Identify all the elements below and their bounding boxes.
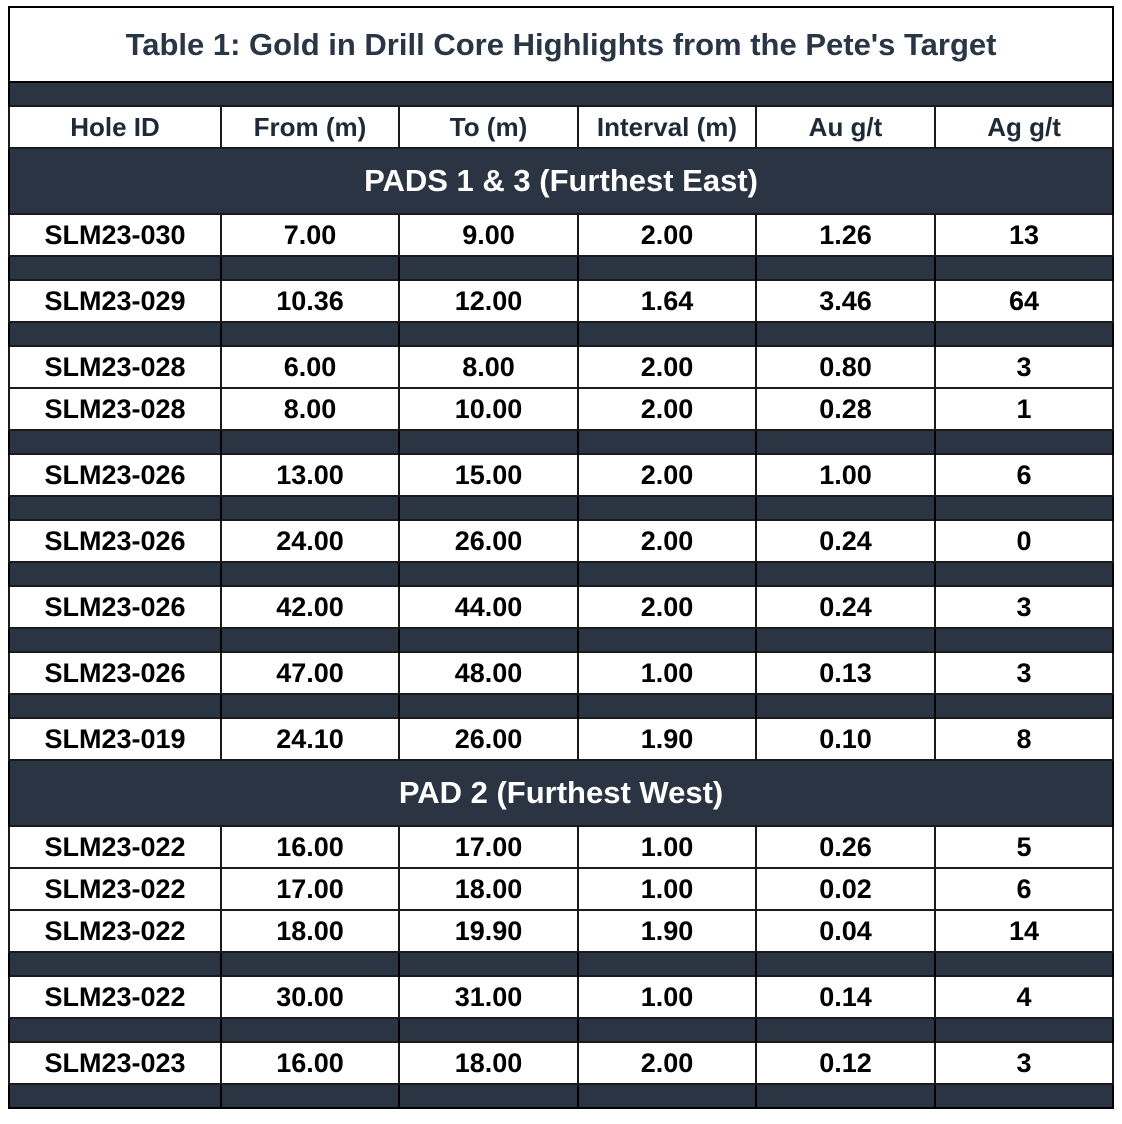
column-header-interval: Interval (m)	[578, 106, 756, 148]
table-cell: 17.00	[221, 868, 399, 910]
table-title-row	[9, 7, 1113, 82]
table-cell: SLM23-022	[9, 826, 221, 868]
table-cell: 7.00	[221, 214, 399, 256]
separator-band	[9, 1084, 1113, 1108]
table-cell: 2.00	[578, 388, 756, 430]
table-cell: 3	[935, 346, 1113, 388]
table-cell: 1.90	[578, 718, 756, 760]
separator-band	[9, 628, 1113, 652]
table-cell: 2.00	[578, 520, 756, 562]
table-row	[9, 1042, 1113, 1084]
section-title: PADS 1 & 3 (Furthest East)	[9, 148, 1113, 214]
table-cell: 1.00	[578, 826, 756, 868]
separator-band	[9, 562, 1113, 586]
table-cell: 3	[935, 586, 1113, 628]
table-cell: 1.90	[578, 910, 756, 952]
table-row	[9, 388, 1113, 430]
table-cell: 6	[935, 868, 1113, 910]
table-cell: SLM23-026	[9, 520, 221, 562]
table-cell: SLM23-026	[9, 586, 221, 628]
column-header-ag: Ag g/t	[935, 106, 1113, 148]
table-cell: 10.36	[221, 280, 399, 322]
table-cell: SLM23-022	[9, 976, 221, 1018]
table-cell: SLM23-022	[9, 868, 221, 910]
table-cell: 42.00	[221, 586, 399, 628]
table-cell: 13.00	[221, 454, 399, 496]
table-cell: 26.00	[399, 520, 578, 562]
table-cell: 0.14	[756, 976, 935, 1018]
table-cell: 64	[935, 280, 1113, 322]
table-row	[9, 520, 1113, 562]
column-header-from: From (m)	[221, 106, 399, 148]
separator-band	[9, 694, 1113, 718]
table-cell: 0.04	[756, 910, 935, 952]
table-cell: 16.00	[221, 1042, 399, 1084]
table-cell: 19.90	[399, 910, 578, 952]
table-cell: 1.00	[578, 976, 756, 1018]
table-cell: 8.00	[221, 388, 399, 430]
column-header-hole-id: Hole ID	[9, 106, 221, 148]
table-cell: SLM23-026	[9, 454, 221, 496]
table-row	[9, 214, 1113, 256]
separator-band	[9, 82, 1113, 106]
table-title: Table 1: Gold in Drill Core Highlights from the Pete's Target	[9, 7, 1113, 82]
table-cell: 0.26	[756, 826, 935, 868]
table-row	[9, 868, 1113, 910]
table-row	[9, 826, 1113, 868]
separator-band	[9, 322, 1113, 346]
separator-band	[9, 430, 1113, 454]
column-header-to: To (m)	[399, 106, 578, 148]
table-cell: 0.12	[756, 1042, 935, 1084]
table-cell: 0.80	[756, 346, 935, 388]
table-cell: 17.00	[399, 826, 578, 868]
column-header-au: Au g/t	[756, 106, 935, 148]
table-cell: 48.00	[399, 652, 578, 694]
table-cell: 24.00	[221, 520, 399, 562]
table-cell: 4	[935, 976, 1113, 1018]
table-cell: 47.00	[221, 652, 399, 694]
table-cell: 2.00	[578, 586, 756, 628]
table-cell: 31.00	[399, 976, 578, 1018]
table-cell: 16.00	[221, 826, 399, 868]
table-cell: 1.00	[578, 652, 756, 694]
table-cell: 3	[935, 652, 1113, 694]
table-row	[9, 280, 1113, 322]
table-cell: 15.00	[399, 454, 578, 496]
table-cell: 3.46	[756, 280, 935, 322]
table-cell: SLM23-019	[9, 718, 221, 760]
table-cell: 26.00	[399, 718, 578, 760]
table-cell: SLM23-029	[9, 280, 221, 322]
table-cell: 1.00	[578, 868, 756, 910]
separator-band	[9, 256, 1113, 280]
table-cell: 2.00	[578, 214, 756, 256]
section-header-row	[9, 148, 1113, 214]
table-row	[9, 718, 1113, 760]
table-cell: 18.00	[221, 910, 399, 952]
table-cell: 10.00	[399, 388, 578, 430]
table-cell: 13	[935, 214, 1113, 256]
table-cell: SLM23-028	[9, 388, 221, 430]
table-cell: 0.24	[756, 520, 935, 562]
table-cell: 18.00	[399, 868, 578, 910]
table-cell: 9.00	[399, 214, 578, 256]
table-cell: 14	[935, 910, 1113, 952]
table-cell: 8	[935, 718, 1113, 760]
table-row	[9, 346, 1113, 388]
gold-drill-core-table	[8, 6, 1114, 1109]
table-cell: 8.00	[399, 346, 578, 388]
table-cell: 18.00	[399, 1042, 578, 1084]
table-cell: 24.10	[221, 718, 399, 760]
section-header-row	[9, 760, 1113, 826]
separator-band	[9, 496, 1113, 520]
column-header-row	[9, 106, 1113, 148]
table-cell: 5	[935, 826, 1113, 868]
table-cell: 1	[935, 388, 1113, 430]
table-cell: 6	[935, 454, 1113, 496]
table-cell: 2.00	[578, 1042, 756, 1084]
table-cell: 44.00	[399, 586, 578, 628]
table-cell: 0.24	[756, 586, 935, 628]
table-cell: 1.00	[756, 454, 935, 496]
table-cell: 0.13	[756, 652, 935, 694]
table-cell: 2.00	[578, 346, 756, 388]
table-cell: 2.00	[578, 454, 756, 496]
table-cell: 1.64	[578, 280, 756, 322]
table-row	[9, 454, 1113, 496]
separator-band	[9, 1018, 1113, 1042]
section-title: PAD 2 (Furthest West)	[9, 760, 1113, 826]
table-cell: 1.26	[756, 214, 935, 256]
table-cell: SLM23-022	[9, 910, 221, 952]
table-cell: 0.10	[756, 718, 935, 760]
table-cell: SLM23-026	[9, 652, 221, 694]
table-cell: SLM23-030	[9, 214, 221, 256]
table-cell: 0.02	[756, 868, 935, 910]
separator-band	[9, 952, 1113, 976]
table-row	[9, 652, 1113, 694]
table-row	[9, 910, 1113, 952]
drill-core-table-container	[8, 6, 1112, 1109]
table-cell: SLM23-023	[9, 1042, 221, 1084]
table-cell: 30.00	[221, 976, 399, 1018]
table-cell: 0	[935, 520, 1113, 562]
table-row	[9, 976, 1113, 1018]
table-cell: 3	[935, 1042, 1113, 1084]
table-cell: 12.00	[399, 280, 578, 322]
table-cell: 6.00	[221, 346, 399, 388]
table-cell: 0.28	[756, 388, 935, 430]
table-row	[9, 586, 1113, 628]
table-cell: SLM23-028	[9, 346, 221, 388]
